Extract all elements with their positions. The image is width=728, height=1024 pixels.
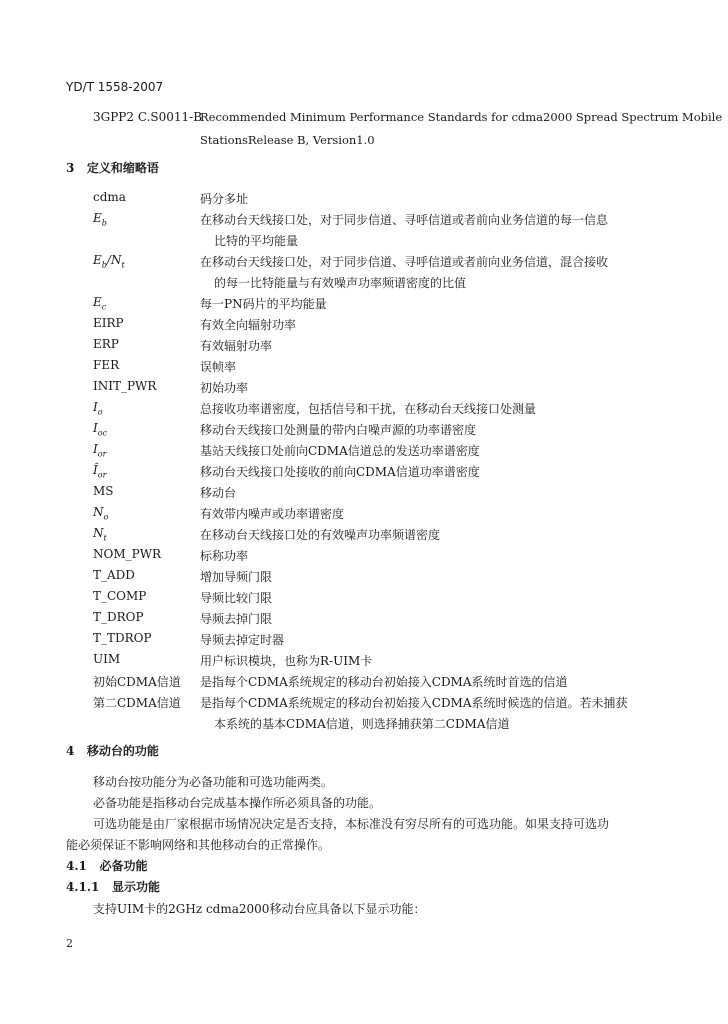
term-definition: 移动台 — [200, 486, 237, 500]
section-3-heading — [66, 159, 159, 176]
term-label: $N_o$ — [93, 505, 109, 522]
paragraph: 可选功能是由厂家根据市场情况决定是否支持，本标准没有穷尽所有的可选功能。如果支持可选功 — [93, 817, 610, 831]
term-label: INIT_PWR — [93, 379, 157, 393]
term-definition: 基站天线接口处前向CDMA信道总的发送功率谱密度 — [200, 444, 480, 458]
term-definition: 标称功率 — [200, 549, 249, 563]
term-label: FER — [93, 358, 120, 372]
term-definition: 总接收功率谱密度，包括信号和干扰，在移动台天线接口处测量 — [200, 402, 537, 416]
section-number: 4 — [66, 744, 75, 758]
term-definition: 用户标识模块，也称为R-UIM卡 — [200, 654, 373, 668]
term-definition: 移动台天线接口处接收的前向CDMA信道功率谱密度 — [200, 465, 480, 479]
term-definition: 增加导频门限 — [200, 570, 273, 584]
term-definition-cont: 本系统的基本CDMA信道，则选择捕获第二CDMA信道 — [214, 717, 510, 731]
paragraph-cont: 能必须保证不影响网络和其他移动台的正常操作。 — [66, 838, 331, 852]
term-definition: 误帧率 — [200, 360, 237, 374]
term-definition: 有效辐射功率 — [200, 339, 273, 353]
section-title: 定义和缩略语 — [86, 161, 159, 175]
term-definition: 每一PN码片的平均能量 — [200, 297, 327, 311]
term-definition: 在移动台天线接口处，对于同步信道、寻呼信道或者前向业务信道，混合接收 — [200, 255, 609, 269]
section-4-1-1-heading — [66, 878, 160, 895]
term-definition-cont: 比特的平均能量 — [214, 234, 299, 248]
term-label: $I_{or}$ — [93, 442, 107, 459]
paragraph: 支持UIM卡的2GHz cdma2000移动台应具备以下显示功能： — [93, 902, 426, 916]
term-label: $E_b$ — [93, 211, 107, 228]
term-definition-cont: 的每一比特能量与有效噪声功率频谱密度的比值 — [214, 276, 467, 290]
term-definition: 是指每个CDMA系统规定的移动台初始接入CDMA系统时候选的信道。若未捕获 — [200, 696, 628, 710]
term-label: 初始CDMA信道 — [93, 675, 181, 689]
term-label: $E_b/N_t$ — [93, 253, 125, 270]
section-4-1-heading — [66, 857, 147, 874]
term-label: $I_{oc}$ — [93, 421, 108, 438]
section-number: 4.1 — [66, 859, 87, 873]
reference-id: 3GPP2 C.S0011-B — [93, 110, 203, 124]
term-label: cdma — [93, 190, 126, 204]
paragraph: 必备功能是指移动台完成基本操作所必须具备的功能。 — [93, 796, 382, 810]
reference-title-line1: Recommended Minimum Performance Standards for cdma2000 Spread Spectrum Mobile — [200, 110, 723, 124]
section-number: 3 — [66, 161, 75, 175]
section-4-heading — [66, 742, 159, 759]
term-definition: 初始功率 — [200, 381, 249, 395]
term-label: UIM — [93, 652, 121, 666]
term-label: T_ADD — [93, 568, 135, 582]
term-label: ERP — [93, 337, 119, 351]
term-label: $N_t$ — [93, 526, 107, 543]
term-definition: 移动台天线接口处测量的带内白噪声源的功率谱密度 — [200, 423, 477, 437]
term-label: T_DROP — [93, 610, 144, 624]
paragraph: 移动台按功能分为必备功能和可选功能两类。 — [93, 775, 334, 789]
term-label: EIRP — [93, 316, 124, 330]
term-label: $E_c$ — [93, 295, 107, 312]
term-definition: 导频去掉门限 — [200, 612, 273, 626]
term-definition: 有效带内噪声或功率谱密度 — [200, 507, 345, 521]
term-definition: 有效全向辐射功率 — [200, 318, 297, 332]
reference-title-line2: StationsRelease B, Version1.0 — [200, 133, 375, 147]
term-label: 第二CDMA信道 — [93, 696, 181, 710]
term-definition: 导频比较门限 — [200, 591, 273, 605]
term-label: T_TDROP — [93, 631, 152, 645]
section-title: 移动台的功能 — [86, 744, 159, 758]
term-definition: 导频去掉定时器 — [200, 633, 285, 647]
section-title: 显示功能 — [111, 880, 160, 894]
term-definition: 在移动台天线接口处的有效噪声功率频谱密度 — [200, 528, 441, 542]
page-number: 2 — [66, 937, 73, 950]
term-definition: 是指每个CDMA系统规定的移动台初始接入CDMA系统时首选的信道 — [200, 675, 568, 689]
term-label: $I_o$ — [93, 400, 103, 417]
term-label: MS — [93, 484, 114, 498]
term-label: $Î_{or}$ — [93, 463, 107, 480]
term-definition: 码分多址 — [200, 192, 249, 206]
section-number: 4.1.1 — [66, 880, 100, 894]
term-label: NOM_PWR — [93, 547, 162, 561]
standard-number: YD/T 1558-2007 — [66, 80, 164, 94]
term-label: T_COMP — [93, 589, 147, 603]
section-title: 必备功能 — [99, 859, 148, 873]
term-definition: 在移动台天线接口处，对于同步信道、寻呼信道或者前向业务信道的每一信息 — [200, 213, 609, 227]
